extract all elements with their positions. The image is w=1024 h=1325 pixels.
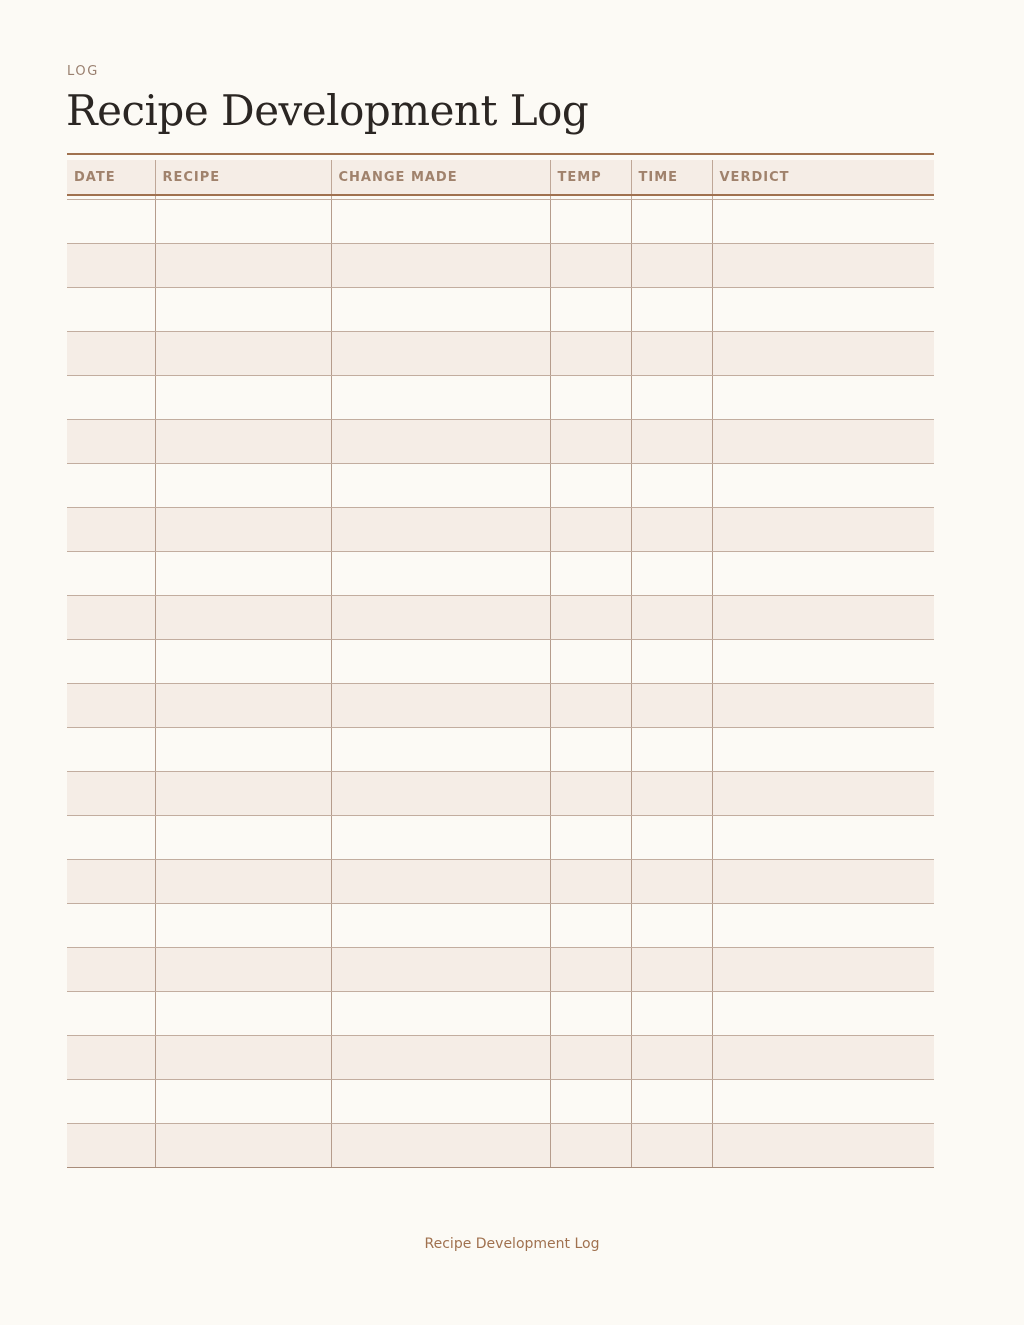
cell-time[interactable] [631,727,712,771]
cell-change-made[interactable] [331,507,550,551]
cell-temp[interactable] [550,551,631,595]
cell-change-made[interactable] [331,727,550,771]
cell-date[interactable] [67,1123,155,1167]
table-row [67,683,934,727]
cell-verdict[interactable] [712,595,934,639]
cell-change-made[interactable] [331,375,550,419]
table-header [67,160,934,199]
table-row [67,287,934,331]
cell-recipe[interactable] [155,771,331,815]
cell-date[interactable] [67,375,155,419]
column-header-time: TIME [631,160,712,195]
cell-verdict[interactable] [712,727,934,771]
cell-recipe[interactable] [155,859,331,903]
cell-temp[interactable] [550,639,631,683]
cell-temp[interactable] [550,815,631,859]
table-row [67,771,934,815]
table-row [67,1035,934,1079]
cell-change-made[interactable] [331,595,550,639]
table-row [67,375,934,419]
cell-date[interactable] [67,771,155,815]
cell-change-made[interactable] [331,199,550,243]
cell-time[interactable] [631,331,712,375]
cell-change-made[interactable] [331,1035,550,1079]
cell-temp[interactable] [550,727,631,771]
cell-date[interactable] [67,815,155,859]
table-row [67,419,934,463]
cell-temp[interactable] [550,375,631,419]
cell-verdict[interactable] [712,199,934,243]
cell-time[interactable] [631,947,712,991]
table-row [67,551,934,595]
cell-time[interactable] [631,595,712,639]
log-table [67,160,934,1168]
cell-date[interactable] [67,639,155,683]
table-row [67,507,934,551]
table-row [67,727,934,771]
cell-change-made[interactable] [331,1123,550,1167]
table-row [67,639,934,683]
column-header-verdict: VERDICT [712,160,934,195]
cell-temp[interactable] [550,331,631,375]
cell-change-made[interactable] [331,859,550,903]
cell-verdict[interactable] [712,243,934,287]
cell-time[interactable] [631,991,712,1035]
cell-verdict[interactable] [712,947,934,991]
cell-temp[interactable] [550,683,631,727]
cell-verdict[interactable] [712,903,934,947]
cell-recipe[interactable] [155,331,331,375]
cell-recipe[interactable] [155,903,331,947]
cell-recipe[interactable] [155,639,331,683]
table-row [67,199,934,243]
column-header-temp: TEMP [550,160,631,195]
cell-verdict[interactable] [712,683,934,727]
cell-recipe[interactable] [155,991,331,1035]
cell-recipe[interactable] [155,683,331,727]
cell-temp[interactable] [550,859,631,903]
cell-change-made[interactable] [331,683,550,727]
cell-time[interactable] [631,815,712,859]
table-row [67,595,934,639]
table-row [67,1079,934,1123]
cell-verdict[interactable] [712,771,934,815]
cell-temp[interactable] [550,419,631,463]
cell-temp[interactable] [550,1035,631,1079]
cell-time[interactable] [631,859,712,903]
cell-change-made[interactable] [331,947,550,991]
cell-temp[interactable] [550,947,631,991]
cell-date[interactable] [67,859,155,903]
cell-verdict[interactable] [712,991,934,1035]
cell-temp[interactable] [550,1123,631,1167]
cell-change-made[interactable] [331,1079,550,1123]
cell-change-made[interactable] [331,419,550,463]
cell-change-made[interactable] [331,903,550,947]
cell-temp[interactable] [550,287,631,331]
cell-date[interactable] [67,991,155,1035]
cell-verdict[interactable] [712,1079,934,1123]
cell-date[interactable] [67,1079,155,1123]
cell-temp[interactable] [550,507,631,551]
cell-recipe[interactable] [155,375,331,419]
cell-recipe[interactable] [155,1035,331,1079]
column-header-recipe: RECIPE [155,160,331,195]
cell-change-made[interactable] [331,639,550,683]
table-row [67,991,934,1035]
cell-time[interactable] [631,1079,712,1123]
cell-date[interactable] [67,243,155,287]
cell-temp[interactable] [550,771,631,815]
cell-date[interactable] [67,507,155,551]
cell-time[interactable] [631,463,712,507]
cell-verdict[interactable] [712,1123,934,1167]
cell-time[interactable] [631,199,712,243]
cell-date[interactable] [67,419,155,463]
cell-change-made[interactable] [331,551,550,595]
cell-recipe[interactable] [155,463,331,507]
footer-text: Recipe Development Log [424,1236,600,1252]
cell-verdict[interactable] [712,639,934,683]
column-header-date: DATE [67,160,155,195]
cell-date[interactable] [67,1035,155,1079]
table-body [67,199,934,1167]
cell-change-made[interactable] [331,463,550,507]
cell-date[interactable] [67,551,155,595]
cell-recipe[interactable] [155,199,331,243]
cell-temp[interactable] [550,991,631,1035]
cell-temp[interactable] [550,199,631,243]
cell-temp[interactable] [550,243,631,287]
table-row [67,859,934,903]
table-row [67,947,934,991]
cell-verdict[interactable] [712,815,934,859]
cell-time[interactable] [631,507,712,551]
cell-temp[interactable] [550,463,631,507]
cell-change-made[interactable] [331,991,550,1035]
cell-verdict[interactable] [712,375,934,419]
page-title: Recipe Development Log [66,86,589,135]
cell-verdict[interactable] [712,331,934,375]
cell-recipe[interactable] [155,419,331,463]
cell-verdict[interactable] [712,419,934,463]
cell-date[interactable] [67,903,155,947]
cell-time[interactable] [631,287,712,331]
cell-verdict[interactable] [712,551,934,595]
cell-change-made[interactable] [331,243,550,287]
cell-time[interactable] [631,1123,712,1167]
cell-verdict[interactable] [712,859,934,903]
title-divider [67,153,934,155]
cell-change-made[interactable] [331,331,550,375]
table-row [67,903,934,947]
cell-recipe[interactable] [155,507,331,551]
table-row [67,243,934,287]
column-header-change-made: CHANGE MADE [331,160,550,195]
cell-change-made[interactable] [331,815,550,859]
cell-recipe[interactable] [155,243,331,287]
cell-recipe[interactable] [155,287,331,331]
cell-date[interactable] [67,287,155,331]
cell-time[interactable] [631,683,712,727]
cell-time[interactable] [631,243,712,287]
cell-recipe[interactable] [155,815,331,859]
eyebrow-label: LOG [67,64,99,79]
cell-temp[interactable] [550,903,631,947]
cell-date[interactable] [67,331,155,375]
cell-date[interactable] [67,683,155,727]
cell-verdict[interactable] [712,463,934,507]
table-row [67,815,934,859]
cell-time[interactable] [631,639,712,683]
cell-time[interactable] [631,771,712,815]
cell-date[interactable] [67,595,155,639]
cell-date[interactable] [67,947,155,991]
cell-change-made[interactable] [331,287,550,331]
cell-recipe[interactable] [155,595,331,639]
cell-recipe[interactable] [155,1123,331,1167]
cell-verdict[interactable] [712,287,934,331]
cell-recipe[interactable] [155,551,331,595]
cell-date[interactable] [67,199,155,243]
cell-time[interactable] [631,375,712,419]
cell-time[interactable] [631,419,712,463]
table-row [67,331,934,375]
cell-time[interactable] [631,1035,712,1079]
table-row [67,463,934,507]
cell-time[interactable] [631,551,712,595]
cell-recipe[interactable] [155,1079,331,1123]
cell-date[interactable] [67,463,155,507]
cell-verdict[interactable] [712,507,934,551]
cell-recipe[interactable] [155,947,331,991]
cell-change-made[interactable] [331,771,550,815]
cell-temp[interactable] [550,595,631,639]
table-row [67,1123,934,1167]
cell-verdict[interactable] [712,1035,934,1079]
cell-time[interactable] [631,903,712,947]
cell-date[interactable] [67,727,155,771]
cell-recipe[interactable] [155,727,331,771]
cell-temp[interactable] [550,1079,631,1123]
